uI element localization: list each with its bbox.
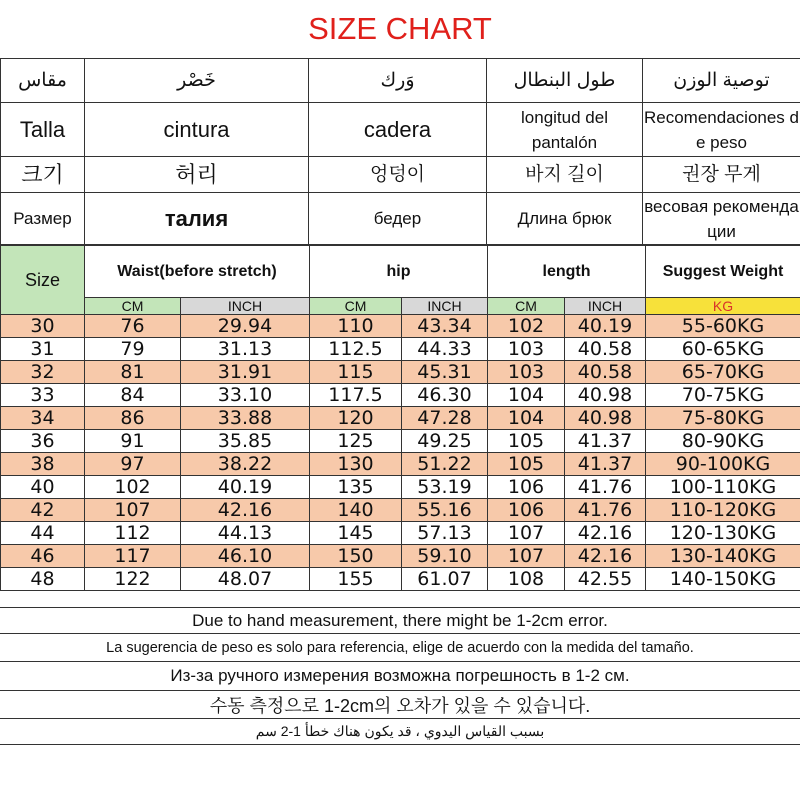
label-size-ar: مقاس: [1, 59, 85, 103]
unit-weight-kg: KG: [646, 298, 800, 315]
label-size-ko: 크기: [1, 157, 85, 193]
cell-hip-in: 53.19: [402, 476, 488, 499]
label-weight-es: Recomendaciones de peso: [643, 103, 800, 157]
cell-hip-cm: 135: [310, 476, 402, 499]
cell-len-in: 40.98: [565, 384, 646, 407]
cell-size: 30: [1, 315, 85, 338]
label-length-es: longitud del pantalón: [487, 103, 643, 157]
cell-size: 32: [1, 361, 85, 384]
cell-hip-cm: 155: [310, 568, 402, 591]
cell-weight: 55-60KG: [646, 315, 800, 338]
cell-waist-cm: 112: [85, 522, 181, 545]
cell-len-cm: 108: [488, 568, 565, 591]
header-length: length: [488, 246, 646, 298]
cell-len-cm: 106: [488, 476, 565, 499]
cell-waist-cm: 102: [85, 476, 181, 499]
translation-row-russian: [1, 193, 800, 245]
label-weight-ar: توصية الوزن: [643, 59, 800, 103]
unit-hip-inch: INCH: [402, 298, 488, 315]
translation-table: [0, 58, 800, 245]
label-waist-ko: 허리: [85, 157, 309, 193]
cell-len-in: 40.19: [565, 315, 646, 338]
cell-weight: 90-100KG: [646, 453, 800, 476]
cell-len-in: 42.55: [565, 568, 646, 591]
cell-hip-cm: 125: [310, 430, 402, 453]
label-length-ar: طول البنطال: [487, 59, 643, 103]
cell-hip-in: 47.28: [402, 407, 488, 430]
label-size-ru: Размер: [1, 193, 85, 245]
cell-hip-in: 44.33: [402, 338, 488, 361]
table-row: [1, 568, 800, 591]
cell-len-in: 42.16: [565, 522, 646, 545]
cell-len-in: 40.98: [565, 407, 646, 430]
label-waist-es: cintura: [85, 103, 309, 157]
note-russian: Из-за ручного измерения возможна погрешность в 1-2 см.: [0, 662, 800, 691]
cell-len-in: 42.16: [565, 545, 646, 568]
cell-len-in: 41.37: [565, 453, 646, 476]
cell-hip-cm: 140: [310, 499, 402, 522]
cell-hip-in: 49.25: [402, 430, 488, 453]
cell-hip-cm: 120: [310, 407, 402, 430]
cell-waist-cm: 122: [85, 568, 181, 591]
label-hip-ru: бедер: [309, 193, 487, 245]
size-table: [0, 245, 800, 591]
cell-weight: 75-80KG: [646, 407, 800, 430]
label-size-es: Talla: [1, 103, 85, 157]
table-row: [1, 430, 800, 453]
cell-hip-cm: 115: [310, 361, 402, 384]
cell-len-cm: 103: [488, 338, 565, 361]
cell-weight: 130-140KG: [646, 545, 800, 568]
table-row: [1, 315, 800, 338]
header-waist: Waist(before stretch): [85, 246, 310, 298]
cell-waist-in: 35.85: [181, 430, 310, 453]
cell-waist-cm: 117: [85, 545, 181, 568]
cell-hip-in: 55.16: [402, 499, 488, 522]
cell-len-cm: 106: [488, 499, 565, 522]
cell-size: 42: [1, 499, 85, 522]
cell-weight: 100-110KG: [646, 476, 800, 499]
cell-weight: 110-120KG: [646, 499, 800, 522]
cell-len-cm: 103: [488, 361, 565, 384]
cell-waist-cm: 97: [85, 453, 181, 476]
cell-waist-in: 29.94: [181, 315, 310, 338]
cell-waist-in: 33.88: [181, 407, 310, 430]
cell-waist-in: 33.10: [181, 384, 310, 407]
cell-waist-cm: 91: [85, 430, 181, 453]
cell-size: 44: [1, 522, 85, 545]
cell-len-in: 41.76: [565, 476, 646, 499]
unit-waist-cm: CM: [85, 298, 181, 315]
cell-hip-in: 51.22: [402, 453, 488, 476]
cell-waist-in: 40.19: [181, 476, 310, 499]
cell-size: 38: [1, 453, 85, 476]
cell-waist-cm: 76: [85, 315, 181, 338]
unit-hip-cm: CM: [310, 298, 402, 315]
cell-hip-cm: 130: [310, 453, 402, 476]
cell-weight: 140-150KG: [646, 568, 800, 591]
cell-len-cm: 104: [488, 407, 565, 430]
cell-waist-in: 31.91: [181, 361, 310, 384]
cell-waist-in: 44.13: [181, 522, 310, 545]
cell-waist-cm: 84: [85, 384, 181, 407]
label-weight-ru: весовая рекомендации: [643, 193, 800, 245]
header-row: [1, 246, 800, 298]
cell-hip-in: 61.07: [402, 568, 488, 591]
cell-hip-in: 43.34: [402, 315, 488, 338]
note-spanish: La sugerencia de peso es solo para referencia, elige de acuerdo con la medida del tamaño.: [0, 634, 800, 662]
label-hip-ko: 엉덩이: [309, 157, 487, 193]
cell-waist-cm: 79: [85, 338, 181, 361]
table-row: [1, 361, 800, 384]
translation-row-arabic: [1, 59, 800, 103]
cell-waist-in: 48.07: [181, 568, 310, 591]
cell-weight: 80-90KG: [646, 430, 800, 453]
cell-size: 46: [1, 545, 85, 568]
cell-weight: 60-65KG: [646, 338, 800, 361]
note-english: Due to hand measurement, there might be 1-2cm error.: [0, 608, 800, 634]
unit-row: [1, 298, 800, 315]
cell-len-cm: 104: [488, 384, 565, 407]
cell-hip-in: 46.30: [402, 384, 488, 407]
label-hip-ar: وَرك: [309, 59, 487, 103]
cell-len-cm: 105: [488, 430, 565, 453]
cell-weight: 65-70KG: [646, 361, 800, 384]
cell-hip-cm: 145: [310, 522, 402, 545]
notes-table: [0, 607, 800, 745]
table-row: [1, 545, 800, 568]
cell-weight: 120-130KG: [646, 522, 800, 545]
page-title: SIZE CHART: [308, 11, 492, 46]
label-weight-ko: 권장 무게: [643, 157, 800, 193]
header-hip: hip: [310, 246, 488, 298]
note-arabic: بسبب القياس اليدوي ، قد يكون هناك خطأ 1-2 سم: [0, 719, 800, 745]
label-waist-ar: خَصْر: [85, 59, 309, 103]
table-row: [1, 384, 800, 407]
table-row: [1, 338, 800, 361]
cell-hip-cm: 150: [310, 545, 402, 568]
table-row: [1, 499, 800, 522]
table-row: [1, 407, 800, 430]
cell-hip-cm: 112.5: [310, 338, 402, 361]
cell-waist-in: 31.13: [181, 338, 310, 361]
header-size: Size: [1, 246, 85, 315]
cell-len-in: 40.58: [565, 338, 646, 361]
cell-waist-cm: 86: [85, 407, 181, 430]
cell-len-cm: 105: [488, 453, 565, 476]
unit-length-inch: INCH: [565, 298, 646, 315]
cell-hip-in: 59.10: [402, 545, 488, 568]
cell-weight: 70-75KG: [646, 384, 800, 407]
cell-waist-cm: 81: [85, 361, 181, 384]
table-row: [1, 453, 800, 476]
label-length-ru: Длина брюк: [487, 193, 643, 245]
cell-len-cm: 102: [488, 315, 565, 338]
cell-size: 36: [1, 430, 85, 453]
cell-hip-in: 57.13: [402, 522, 488, 545]
cell-len-in: 41.76: [565, 499, 646, 522]
cell-hip-cm: 117.5: [310, 384, 402, 407]
cell-size: 48: [1, 568, 85, 591]
unit-waist-inch: INCH: [181, 298, 310, 315]
cell-len-cm: 107: [488, 545, 565, 568]
cell-waist-in: 38.22: [181, 453, 310, 476]
translation-row-spanish: [1, 103, 800, 157]
cell-len-cm: 107: [488, 522, 565, 545]
translation-row-korean: [1, 157, 800, 193]
header-weight: Suggest Weight: [646, 246, 800, 298]
cell-len-in: 40.58: [565, 361, 646, 384]
cell-waist-in: 42.16: [181, 499, 310, 522]
note-korean: 수동 측정으로 1-2cm의 오차가 있을 수 있습니다.: [0, 691, 800, 719]
cell-size: 33: [1, 384, 85, 407]
table-row: [1, 476, 800, 499]
label-length-ko: 바지 길이: [487, 157, 643, 193]
cell-hip-cm: 110: [310, 315, 402, 338]
label-hip-es: cadera: [309, 103, 487, 157]
table-row: [1, 522, 800, 545]
cell-len-in: 41.37: [565, 430, 646, 453]
unit-length-cm: CM: [488, 298, 565, 315]
cell-waist-cm: 107: [85, 499, 181, 522]
cell-size: 34: [1, 407, 85, 430]
cell-size: 40: [1, 476, 85, 499]
cell-hip-in: 45.31: [402, 361, 488, 384]
cell-waist-in: 46.10: [181, 545, 310, 568]
cell-size: 31: [1, 338, 85, 361]
label-waist-ru: талия: [85, 193, 309, 245]
